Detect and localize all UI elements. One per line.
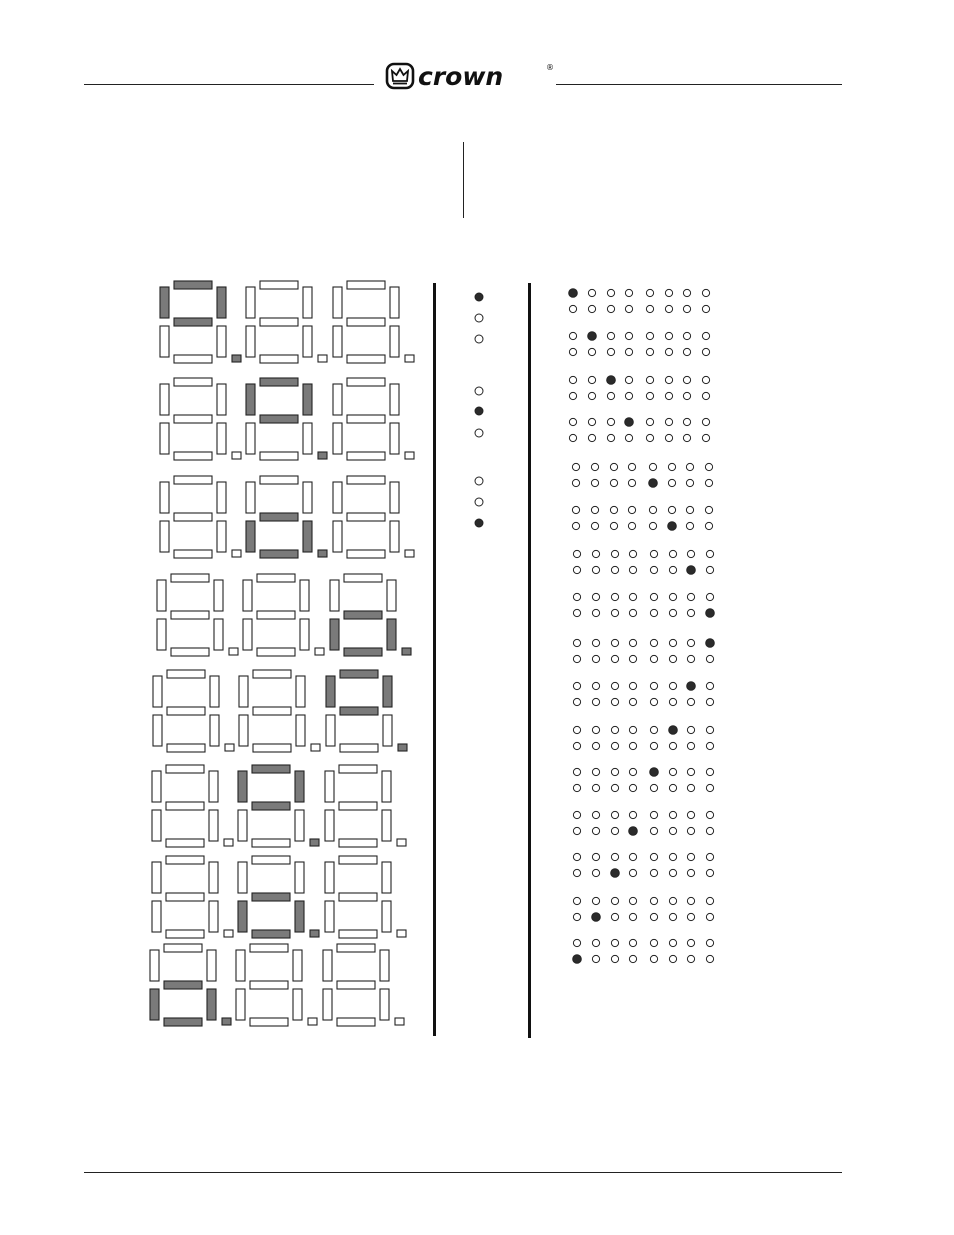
matrix-led	[592, 550, 599, 557]
crown-wordmark: crown	[418, 62, 504, 91]
matrix-led	[702, 305, 709, 312]
matrix-led	[573, 784, 580, 791]
led-row-2	[569, 332, 709, 356]
matrix-led	[611, 655, 618, 662]
led-row-14	[573, 853, 713, 877]
led-row-12	[573, 768, 713, 792]
led-row-5	[572, 463, 712, 487]
matrix-led	[669, 939, 676, 946]
matrix-led	[706, 955, 713, 962]
matrix-led	[687, 639, 694, 646]
matrix-led	[706, 550, 713, 557]
matrix-led	[706, 593, 713, 600]
matrix-led	[625, 348, 632, 355]
matrix-led	[646, 434, 653, 441]
matrix-led	[686, 479, 693, 486]
matrix-led	[592, 853, 599, 860]
matrix-led	[687, 913, 694, 920]
matrix-led	[607, 418, 614, 425]
matrix-led	[702, 376, 709, 383]
matrix-led	[573, 566, 580, 573]
matrix-led	[669, 768, 676, 775]
matrix-led	[611, 742, 618, 749]
matrix-led	[573, 655, 580, 662]
matrix-led	[629, 853, 636, 860]
matrix-led	[669, 897, 676, 904]
matrix-led	[650, 811, 657, 818]
matrix-led	[573, 768, 580, 775]
matrix-led	[706, 827, 713, 834]
matrix-led	[668, 463, 675, 470]
matrix-led	[649, 479, 658, 488]
matrix-led	[629, 869, 636, 876]
matrix-led	[607, 332, 614, 339]
matrix-led	[706, 655, 713, 662]
matrix-led	[683, 348, 690, 355]
matrix-led	[629, 811, 636, 818]
matrix-led	[607, 289, 614, 296]
matrix-led	[573, 811, 580, 818]
matrix-led	[683, 289, 690, 296]
matrix-led	[706, 726, 713, 733]
matrix-led	[646, 392, 653, 399]
matrix-led	[588, 305, 595, 312]
matrix-led	[573, 955, 582, 964]
matrix-led	[607, 376, 616, 385]
matrix-led	[629, 593, 636, 600]
matrix-led	[706, 897, 713, 904]
matrix-led	[669, 682, 676, 689]
matrix-led	[629, 955, 636, 962]
matrix-led	[669, 827, 676, 834]
matrix-led	[665, 376, 672, 383]
matrix-led	[687, 609, 694, 616]
matrix-led	[592, 655, 599, 662]
matrix-led	[573, 609, 580, 616]
matrix-led	[611, 811, 618, 818]
matrix-led	[628, 506, 635, 513]
matrix-led	[665, 348, 672, 355]
matrix-led	[705, 506, 712, 513]
indicator-led	[475, 477, 483, 485]
matrix-led	[687, 869, 694, 876]
matrix-led	[588, 348, 595, 355]
matrix-led	[705, 479, 712, 486]
led-row-9	[573, 639, 714, 663]
led-row-4	[569, 418, 709, 442]
matrix-led	[573, 939, 580, 946]
matrix-led	[665, 289, 672, 296]
led-row-15	[573, 897, 713, 921]
matrix-led	[629, 897, 636, 904]
matrix-led	[611, 869, 620, 878]
matrix-led	[569, 376, 576, 383]
matrix-led	[683, 418, 690, 425]
matrix-led	[629, 698, 636, 705]
matrix-led	[687, 566, 696, 575]
matrix-led	[592, 939, 599, 946]
matrix-led	[665, 332, 672, 339]
matrix-led	[650, 827, 657, 834]
matrix-led	[588, 434, 595, 441]
matrix-led	[706, 639, 715, 648]
matrix-led	[573, 827, 580, 834]
matrix-led	[573, 742, 580, 749]
matrix-led	[610, 463, 617, 470]
matrix-led	[669, 639, 676, 646]
indicator-led	[475, 429, 483, 437]
matrix-led	[687, 939, 694, 946]
matrix-led	[573, 853, 580, 860]
matrix-led	[628, 479, 635, 486]
matrix-led	[569, 289, 578, 298]
matrix-led	[650, 768, 659, 777]
matrix-led	[573, 726, 580, 733]
matrix-led	[611, 726, 618, 733]
matrix-led	[569, 332, 576, 339]
matrix-led	[592, 827, 599, 834]
footer-rule	[84, 1172, 842, 1173]
matrix-led	[591, 463, 598, 470]
matrix-led	[569, 392, 576, 399]
matrix-led	[669, 566, 676, 573]
matrix-led	[706, 853, 713, 860]
matrix-led	[706, 768, 713, 775]
led-row-3	[569, 376, 709, 400]
matrix-led	[629, 550, 636, 557]
matrix-led	[687, 811, 694, 818]
matrix-led	[669, 869, 676, 876]
matrix-led	[687, 827, 694, 834]
matrix-led	[592, 913, 601, 922]
indicator-led	[475, 335, 483, 343]
matrix-led	[573, 682, 580, 689]
matrix-led	[683, 392, 690, 399]
matrix-led	[669, 784, 676, 791]
matrix-led	[687, 853, 694, 860]
matrix-led	[591, 522, 598, 529]
matrix-led	[592, 726, 599, 733]
matrix-led	[646, 289, 653, 296]
matrix-led	[650, 639, 657, 646]
matrix-led	[665, 434, 672, 441]
indicator-led	[475, 498, 483, 506]
matrix-led	[611, 827, 618, 834]
indicator-led	[475, 519, 483, 527]
matrix-led	[650, 550, 657, 557]
matrix-led	[669, 853, 676, 860]
led-row-13	[573, 811, 713, 835]
matrix-led	[628, 463, 635, 470]
matrix-led	[611, 913, 618, 920]
matrix-led	[588, 332, 597, 341]
matrix-led	[569, 418, 576, 425]
matrix-led	[669, 811, 676, 818]
matrix-led	[629, 939, 636, 946]
registered-mark: ®	[546, 63, 554, 72]
matrix-led	[611, 550, 618, 557]
matrix-led	[687, 768, 694, 775]
matrix-led	[625, 289, 632, 296]
matrix-led	[665, 305, 672, 312]
matrix-led	[669, 913, 676, 920]
matrix-led	[611, 897, 618, 904]
matrix-led	[573, 913, 580, 920]
matrix-led	[706, 698, 713, 705]
matrix-led	[668, 522, 677, 531]
matrix-led	[669, 698, 676, 705]
matrix-led	[665, 418, 672, 425]
matrix-led	[669, 593, 676, 600]
matrix-led	[650, 566, 657, 573]
matrix-led	[687, 550, 694, 557]
matrix-led	[683, 434, 690, 441]
matrix-led	[607, 305, 614, 312]
matrix-led	[607, 392, 614, 399]
led-row-8	[573, 593, 714, 617]
matrix-led	[706, 682, 713, 689]
matrix-led	[649, 463, 656, 470]
matrix-led	[591, 479, 598, 486]
matrix-led	[611, 639, 618, 646]
matrix-led	[573, 698, 580, 705]
matrix-led	[588, 376, 595, 383]
indicator-led	[475, 407, 483, 415]
matrix-led	[646, 376, 653, 383]
matrix-led	[592, 609, 599, 616]
matrix-led	[650, 609, 657, 616]
matrix-led	[592, 784, 599, 791]
matrix-led	[611, 768, 618, 775]
matrix-led	[629, 913, 636, 920]
matrix-led	[611, 955, 618, 962]
led-row-6	[572, 506, 712, 530]
matrix-led	[669, 955, 676, 962]
matrix-led	[687, 955, 694, 962]
matrix-led	[625, 332, 632, 339]
matrix-led	[629, 768, 636, 775]
matrix-led	[706, 811, 713, 818]
matrix-led	[706, 939, 713, 946]
matrix-led	[706, 784, 713, 791]
indicator-led	[475, 387, 483, 395]
matrix-led	[649, 522, 656, 529]
matrix-led	[650, 897, 657, 904]
matrix-led	[669, 655, 676, 662]
led-row-10	[573, 682, 713, 706]
matrix-led	[687, 698, 694, 705]
matrix-led	[687, 897, 694, 904]
matrix-led	[650, 726, 657, 733]
matrix-led	[588, 392, 595, 399]
matrix-led	[649, 506, 656, 513]
matrix-led	[650, 955, 657, 962]
matrix-led	[611, 698, 618, 705]
matrix-led	[611, 853, 618, 860]
matrix-led	[628, 522, 635, 529]
matrix-led	[705, 522, 712, 529]
matrix-led	[592, 682, 599, 689]
matrix-led	[592, 698, 599, 705]
matrix-led	[687, 742, 694, 749]
led-row-11	[573, 726, 713, 750]
matrix-led	[569, 348, 576, 355]
matrix-led	[687, 784, 694, 791]
matrix-led	[592, 955, 599, 962]
matrix-led	[702, 289, 709, 296]
matrix-led	[592, 742, 599, 749]
matrix-led	[573, 639, 580, 646]
matrix-led	[588, 289, 595, 296]
matrix-led	[686, 463, 693, 470]
matrix-led	[650, 939, 657, 946]
matrix-led	[611, 784, 618, 791]
matrix-led	[629, 827, 638, 836]
matrix-led	[611, 609, 618, 616]
matrix-led	[702, 392, 709, 399]
matrix-led	[573, 869, 580, 876]
matrix-led	[592, 869, 599, 876]
matrix-led	[706, 566, 713, 573]
matrix-led	[669, 609, 676, 616]
matrix-led	[629, 682, 636, 689]
matrix-led	[592, 811, 599, 818]
matrix-led	[705, 463, 712, 470]
matrix-led	[650, 655, 657, 662]
indicator-led	[475, 293, 483, 301]
matrix-led	[650, 593, 657, 600]
matrix-led	[625, 434, 632, 441]
matrix-led	[573, 550, 580, 557]
matrix-led	[610, 522, 617, 529]
matrix-led	[611, 593, 618, 600]
matrix-led	[650, 742, 657, 749]
matrix-led	[683, 332, 690, 339]
matrix-led	[683, 305, 690, 312]
matrix-led	[702, 434, 709, 441]
matrix-led	[629, 609, 636, 616]
matrix-led	[687, 682, 696, 691]
led-row-7	[573, 550, 713, 574]
matrix-led	[611, 566, 618, 573]
matrix-led	[669, 742, 676, 749]
matrix-led	[669, 550, 676, 557]
matrix-led	[706, 869, 713, 876]
matrix-led	[610, 479, 617, 486]
matrix-led	[592, 768, 599, 775]
matrix-led	[646, 348, 653, 355]
matrix-led	[706, 609, 715, 618]
matrix-led	[569, 434, 576, 441]
matrix-led	[646, 332, 653, 339]
matrix-led	[650, 682, 657, 689]
matrix-led	[573, 897, 580, 904]
matrix-led	[629, 639, 636, 646]
matrix-led	[610, 506, 617, 513]
matrix-led	[668, 506, 675, 513]
matrix-led	[625, 305, 632, 312]
matrix-led	[702, 418, 709, 425]
matrix-led	[607, 434, 614, 441]
matrix-led	[569, 305, 576, 312]
matrix-led	[572, 479, 579, 486]
matrix-led	[629, 742, 636, 749]
matrix-led	[592, 593, 599, 600]
matrix-led	[683, 376, 690, 383]
matrix-led	[650, 869, 657, 876]
matrix-led	[611, 939, 618, 946]
matrix-led	[702, 332, 709, 339]
matrix-led	[592, 897, 599, 904]
matrix-led	[686, 522, 693, 529]
matrix-led	[588, 418, 595, 425]
matrix-led	[650, 784, 657, 791]
matrix-led	[706, 742, 713, 749]
matrix-led	[650, 913, 657, 920]
matrix-led	[686, 506, 693, 513]
led-row-1	[569, 289, 710, 313]
matrix-led	[591, 506, 598, 513]
matrix-led	[573, 593, 580, 600]
matrix-led	[702, 348, 709, 355]
matrix-led	[611, 682, 618, 689]
matrix-led	[572, 463, 579, 470]
matrix-led	[687, 593, 694, 600]
matrix-led	[687, 726, 694, 733]
matrix-led	[629, 726, 636, 733]
indicator-led	[475, 314, 483, 322]
matrix-led	[572, 522, 579, 529]
matrix-led	[668, 479, 675, 486]
matrix-led	[592, 566, 599, 573]
matrix-led	[607, 348, 614, 355]
matrix-led	[646, 305, 653, 312]
matrix-led	[625, 418, 634, 427]
matrix-led	[625, 392, 632, 399]
matrix-led	[592, 639, 599, 646]
matrix-led	[629, 655, 636, 662]
matrix-led	[706, 913, 713, 920]
matrix-led	[629, 784, 636, 791]
matrix-led	[646, 418, 653, 425]
led-row-16	[573, 939, 714, 963]
matrix-led	[687, 655, 694, 662]
matrix-led	[665, 392, 672, 399]
matrix-led	[625, 376, 632, 383]
matrix-led	[572, 506, 579, 513]
matrix-led	[629, 566, 636, 573]
matrix-led	[669, 726, 678, 735]
matrix-led	[650, 853, 657, 860]
matrix-led	[650, 698, 657, 705]
